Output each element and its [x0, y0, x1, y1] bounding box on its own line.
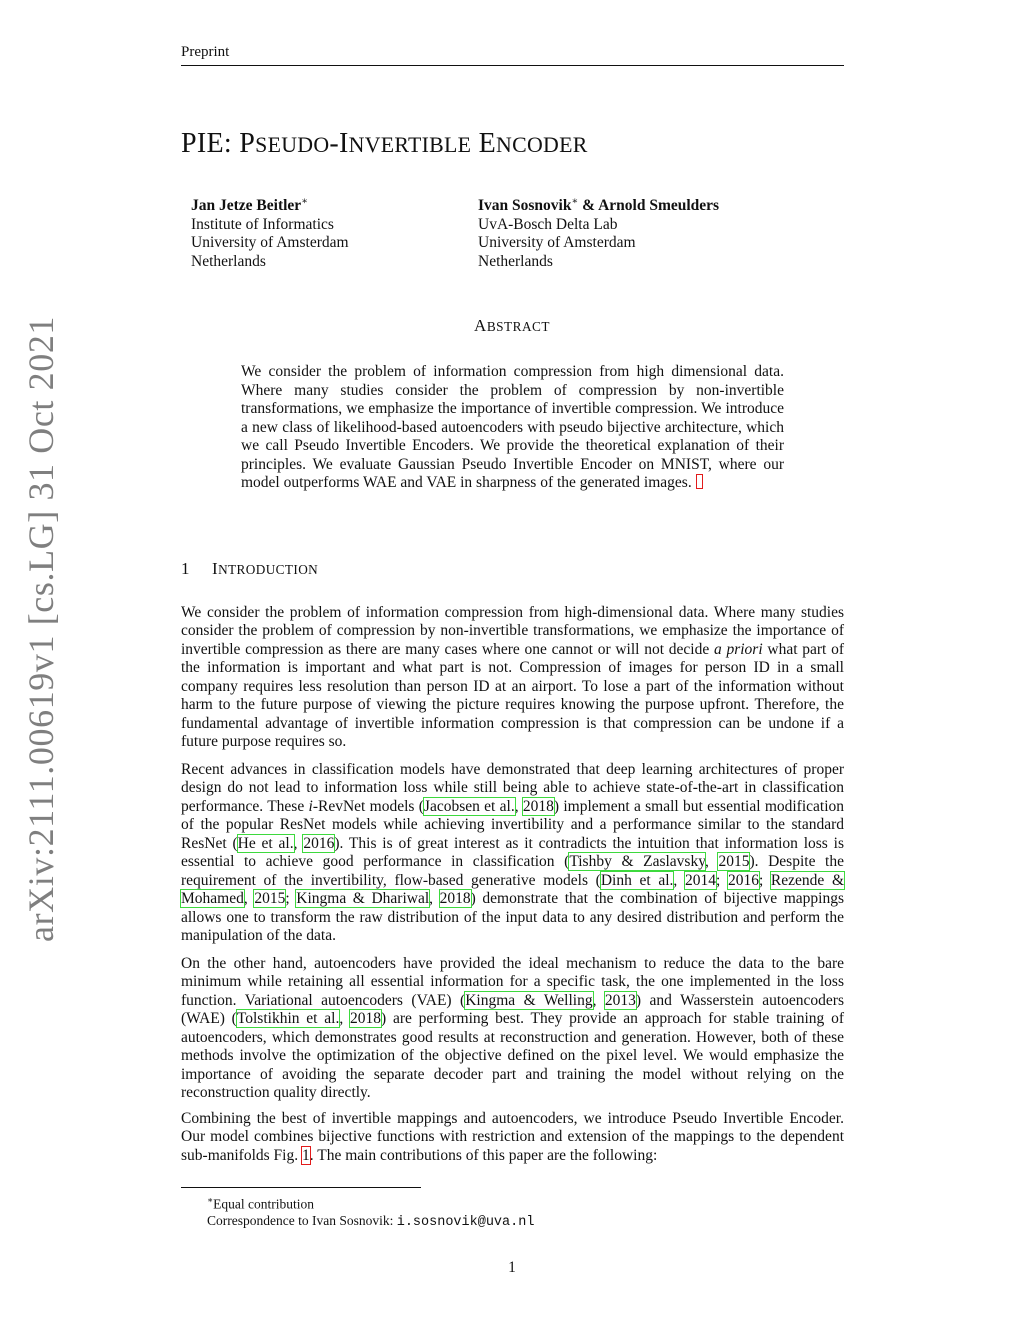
paragraph-text: ) demonstrate that the combination of bijective mappings allows one to transform the raw distribution of the input data to any desired distribution and perform the manipulation of the data.	[181, 890, 844, 945]
paragraph-text: -RevNet models (	[312, 797, 424, 815]
citation-separator: ,	[592, 991, 605, 1009]
arxiv-identifier-stamp: arXiv:2111.00619v1 [cs.LG] 31 Oct 2021	[21, 315, 61, 942]
intro-paragraph-4	[181, 1110, 844, 1165]
paper-title	[181, 128, 588, 160]
footnote-line	[207, 1213, 534, 1232]
paragraph-text: ). Despite the requirement of the invertibility, flow-based generative models (	[181, 853, 844, 889]
author-name-text: Ivan Sosnovik	[478, 197, 572, 215]
citation-separator: ;	[758, 871, 771, 889]
intro-paragraph-2	[181, 761, 844, 946]
citation-link[interactable]: Kingma & Welling	[465, 991, 593, 1009]
title-smallcaps-2: NVERTIBLE	[348, 133, 472, 157]
header-rule	[181, 65, 844, 66]
emphasis-text: a priori	[713, 640, 763, 658]
citation-separator: ,	[339, 1010, 350, 1028]
citation-separator: ;	[285, 890, 297, 908]
running-head: Preprint	[181, 44, 230, 60]
title-smallcaps-3: NCODER	[496, 133, 588, 157]
author-affiliation: Institute of Informatics	[191, 215, 334, 233]
abstract-body-text: We consider the problem of information compression from high dimensional data. Where many studies consider the problem of compression by non-invertible transformations, we emphasize the importance of invertible compression. We introduce a new class of likelihood-based autoencoders with pseudo bijective architecture, which we call Pseudo Invertible Encoders. We provide the theoretical explanation of their principles. We evaluate Gaussian Pseudo Invertible Encoder on MNIST, where our model outperforms WAE and VAE in sharpness of the generated images.	[241, 363, 784, 491]
citation-separator: ,	[704, 853, 719, 871]
paragraph-text: On the other hand, autoencoders have provided the ideal mechanism to reduce the data to the bare minimum while retaining all essential information for a specific task, the one implemented in the loss function. Variational autoencoders (VAE) (	[181, 955, 844, 1009]
footnote-rule	[181, 1187, 421, 1188]
citation-link[interactable]: 2018	[350, 1010, 381, 1028]
author-affiliation: Netherlands	[478, 252, 553, 270]
paragraph-text: ) implement a small but essential modification of the popular ResNet models while achieving invertibility and a performance similar to the standard ResNet (	[181, 797, 845, 852]
paragraph-text: ) and Wasserstein autoencoders (WAE) (	[181, 991, 844, 1028]
footnote	[207, 1192, 534, 1232]
footnote-text: Equal contribution	[213, 1196, 314, 1212]
author-block-left	[191, 193, 349, 271]
author-names	[478, 193, 719, 216]
figure-reference-link[interactable]: 1	[302, 1146, 310, 1164]
citation-link[interactable]: Rezende & Mohamed	[181, 871, 845, 908]
citation-link[interactable]: 2016	[303, 834, 335, 852]
paragraph-text: We consider the problem of information compression from high-dimensional data. Where many studies consider the problem of compression by non-invertible transformations, we emphasize the importance of invertible compression as there are many cases where one cannot or will not decide	[181, 604, 844, 658]
author-name-text: Jan Jetze Beitler	[191, 197, 302, 215]
abstract-heading-rest: BSTRACT	[486, 319, 550, 334]
citation-separator: ,	[243, 890, 255, 908]
abstract-text	[241, 363, 784, 493]
citation-link[interactable]: Dinh et al.	[600, 871, 674, 889]
citation-link[interactable]: 2015	[254, 890, 286, 908]
citation-link[interactable]: 2018	[439, 890, 471, 908]
paragraph-text: Combining the best of invertible mappings and autoencoders, we introduce Pseudo Invertible Encoder. Our model combines bijective functions with restriction and extension of the mappings to the dependent sub-manifolds Fig.	[181, 1110, 844, 1164]
section-title-rest: NTRODUCTION	[218, 562, 319, 577]
paragraph-text: ). This is of great interest as it contradicts the intuition that information loss is essential to achieve good performance in classification (	[181, 834, 844, 871]
author-block-right	[478, 193, 719, 271]
citation-separator: ,	[429, 890, 440, 908]
section-heading-introduction	[181, 559, 318, 579]
citation-separator: ,	[293, 834, 304, 852]
citation-link[interactable]: 2018	[522, 797, 554, 815]
title-prefix: PIE: P	[181, 128, 256, 159]
equal-contribution-mark: ∗	[301, 196, 308, 207]
author-affiliation: Netherlands	[191, 252, 266, 270]
footnote-mark: ∗	[207, 1195, 214, 1205]
page-number: 1	[508, 1259, 516, 1276]
author-name	[191, 193, 349, 216]
author-affiliation: University of Amsterdam	[478, 234, 636, 252]
footnote-text: Correspondence to Ivan Sosnovik:	[207, 1213, 397, 1228]
author-affiliation: University of Amsterdam	[191, 234, 349, 252]
citation-link[interactable]: 2013	[604, 991, 636, 1009]
paragraph-text: . The main contributions of this paper are the following:	[309, 1146, 658, 1164]
intro-paragraph-1	[181, 604, 844, 752]
title-smallcaps-1: SEUDO	[255, 133, 330, 157]
equal-contribution-mark: ∗	[571, 196, 579, 207]
paragraph-text: ) are performing best. They provide an approach for stable training of autoencoders, which demonstrates good results at reconstruction and generation. However, both of these methods involve the optimization of the objective defined on the pixel level. We would emphasize the importance of avoiding the separate decoder part and training the model without relying on the reconstruction quality directly.	[181, 1010, 845, 1102]
section-title-initial: I	[212, 559, 219, 578]
author-affiliation: UvA-Bosch Delta Lab	[478, 215, 618, 233]
link-marker-box[interactable]	[696, 474, 703, 489]
citation-link[interactable]: 2016	[727, 871, 759, 889]
citation-link[interactable]: Tolstikhin et al.	[236, 1010, 340, 1028]
abstract-heading	[0, 316, 1024, 336]
citation-link[interactable]: Tishby & Zaslavsky	[569, 853, 705, 871]
title-dash: -I	[329, 128, 349, 159]
citation-separator: ,	[673, 871, 685, 889]
citation-link[interactable]: He et al.	[237, 834, 294, 852]
paragraph-text: Recent advances in classification models have demonstrated that deep learning architectures of proper design do not lead to information loss while still being able to achieve state-of-the-art in classification performance. These	[181, 761, 844, 815]
author-name-text: & Arnold Smeulders	[578, 197, 720, 215]
citation-separator: ;	[715, 871, 728, 889]
citation-link[interactable]: 2014	[684, 871, 716, 889]
footnote-line	[207, 1192, 534, 1213]
emphasis-text: i	[308, 797, 313, 815]
intro-paragraph-3	[181, 955, 844, 1103]
correspondence-email[interactable]: i.sosnovik@uva.nl	[396, 1215, 535, 1230]
abstract-heading-initial: A	[474, 316, 487, 335]
section-number: 1	[181, 559, 190, 578]
citation-link[interactable]: Kingma & Dhariwal	[296, 890, 430, 908]
citation-link[interactable]: Jacobsen et al.	[423, 797, 515, 815]
citation-separator: ,	[514, 797, 523, 815]
citation-link[interactable]: 2015	[718, 853, 750, 871]
title-e: E	[471, 128, 497, 159]
paragraph-text: what part of the information is important and what part is not. Compression of images for person ID in a small company requires less resolution than person ID at an airport. To lose a part of the information without harm to the future purpose of viewing the picture requires knowing the purpose upfront. Therefore, the fundamental advantage of invertible information compression is that compression can be undone if a future purpose requires so.	[181, 640, 844, 751]
